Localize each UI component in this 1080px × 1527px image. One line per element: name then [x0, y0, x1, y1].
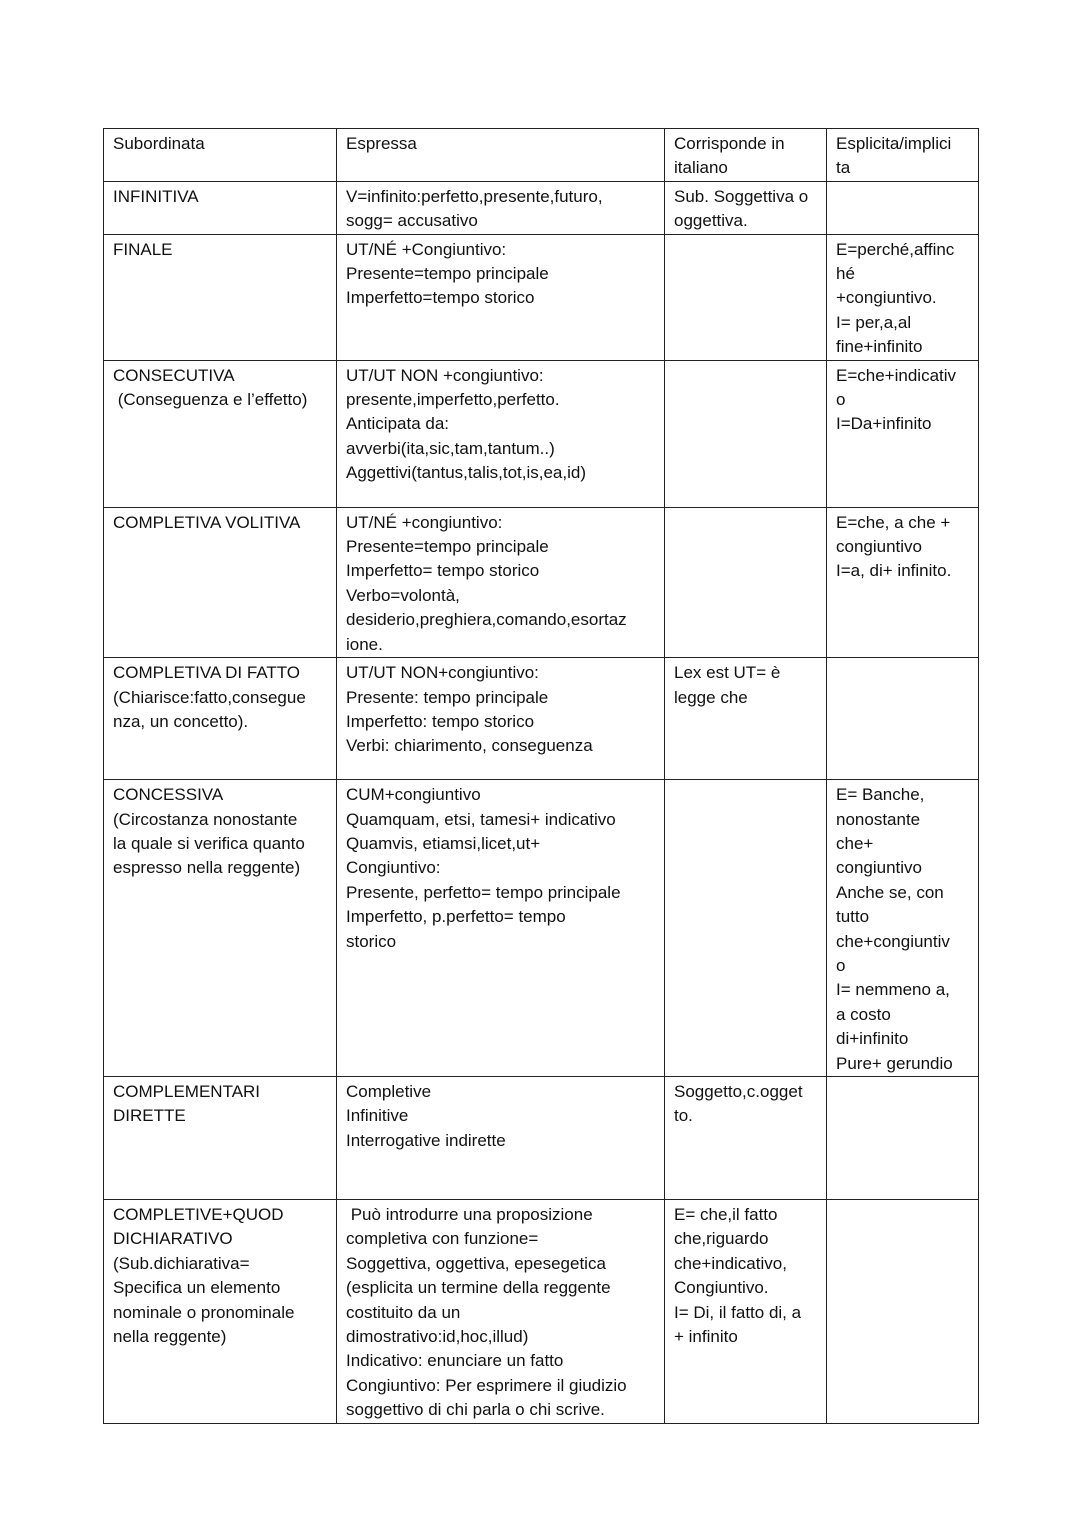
cell-corrisponde	[665, 780, 827, 1077]
cell-corrisponde	[665, 360, 827, 507]
subordinate-clauses-table	[103, 128, 979, 1424]
table-header-row	[104, 129, 979, 182]
cell-espressa: CUM+congiuntivo Quamquam, etsi, tamesi+ indicativo Quamvis, etiamsi,licet,ut+ Congiuntivo: Presente, perfetto= tempo principale Imperfetto, p.perfetto= tempo storico	[337, 780, 665, 1077]
header-subordinata: Subordinata	[104, 129, 337, 182]
cell-corrisponde	[665, 234, 827, 360]
table-row	[104, 780, 979, 1077]
table-row	[104, 507, 979, 657]
cell-corrisponde: Sub. Soggettiva o oggettiva.	[665, 181, 827, 234]
cell-subordinata: FINALE	[104, 234, 337, 360]
cell-esplicita-implicita	[827, 658, 979, 780]
cell-espressa: V=infinito:perfetto,presente,futuro, sogg= accusativo	[337, 181, 665, 234]
cell-subordinata: CONCESSIVA (Circostanza nonostante la quale si verifica quanto espresso nella reggente)	[104, 780, 337, 1077]
cell-corrisponde	[665, 507, 827, 657]
cell-subordinata: INFINITIVA	[104, 181, 337, 234]
table-row	[104, 360, 979, 507]
header-esplicita-implicita: Esplicita/implici ta	[827, 129, 979, 182]
cell-subordinata: CONSECUTIVA (Conseguenza e l’effetto)	[104, 360, 337, 507]
cell-esplicita-implicita: E=perché,affinc hé +congiuntivo. I= per,a,al fine+infinito	[827, 234, 979, 360]
cell-subordinata: COMPLETIVA DI FATTO (Chiarisce:fatto,consegue nza, un concetto).	[104, 658, 337, 780]
cell-subordinata: COMPLETIVE+QUOD DICHIARATIVO (Sub.dichiarativa= Specifica un elemento nominale o pronominale nella reggente)	[104, 1199, 337, 1423]
cell-espressa: UT/UT NON +congiuntivo: presente,imperfetto,perfetto. Anticipata da: avverbi(ita,sic,tam,tantum..) Aggettivi(tantus,talis,tot,is,ea,id)	[337, 360, 665, 507]
cell-esplicita-implicita	[827, 181, 979, 234]
cell-esplicita-implicita	[827, 1199, 979, 1423]
table-body	[104, 129, 979, 1424]
cell-corrisponde: E= che,il fatto che,riguardo che+indicativo, Congiuntivo. I= Di, il fatto di, a + infinito	[665, 1199, 827, 1423]
cell-esplicita-implicita: E=che+indicativ o I=Da+infinito	[827, 360, 979, 507]
table-row	[104, 234, 979, 360]
cell-subordinata: COMPLETIVA VOLITIVA	[104, 507, 337, 657]
cell-corrisponde: Soggetto,c.ogget to.	[665, 1076, 827, 1199]
header-corrisponde: Corrisponde in italiano	[665, 129, 827, 182]
cell-espressa: UT/NÉ +Congiuntivo: Presente=tempo principale Imperfetto=tempo storico	[337, 234, 665, 360]
cell-esplicita-implicita	[827, 1076, 979, 1199]
table-row	[104, 1199, 979, 1423]
cell-espressa: Può introdurre una proposizione completiva con funzione= Soggettiva, oggettiva, epesegetica (esplicita un termine della reggente costituito da un dimostrativo:id,hoc,illud) Indicativo: enunciare un fatto Congiuntivo: Per esprimere il giudizio soggettivo di chi parla o chi scrive.	[337, 1199, 665, 1423]
cell-espressa: UT/NÉ +congiuntivo: Presente=tempo principale Imperfetto= tempo storico Verbo=volontà, desiderio,preghiera,comando,esortaz ione.	[337, 507, 665, 657]
cell-esplicita-implicita: E= Banche, nonostante che+ congiuntivo Anche se, con tutto che+congiuntiv o I= nemmeno a, a costo di+infinito Pure+ gerundio	[827, 780, 979, 1077]
cell-corrisponde: Lex est UT= è legge che	[665, 658, 827, 780]
cell-esplicita-implicita: E=che, a che + congiuntivo I=a, di+ infinito.	[827, 507, 979, 657]
cell-subordinata: COMPLEMENTARI DIRETTE	[104, 1076, 337, 1199]
header-espressa: Espressa	[337, 129, 665, 182]
table-row	[104, 181, 979, 234]
table-row	[104, 658, 979, 780]
cell-espressa: Completive Infinitive Interrogative indirette	[337, 1076, 665, 1199]
table-row	[104, 1076, 979, 1199]
cell-espressa: UT/UT NON+congiuntivo: Presente: tempo principale Imperfetto: tempo storico Verbi: chiarimento, conseguenza	[337, 658, 665, 780]
